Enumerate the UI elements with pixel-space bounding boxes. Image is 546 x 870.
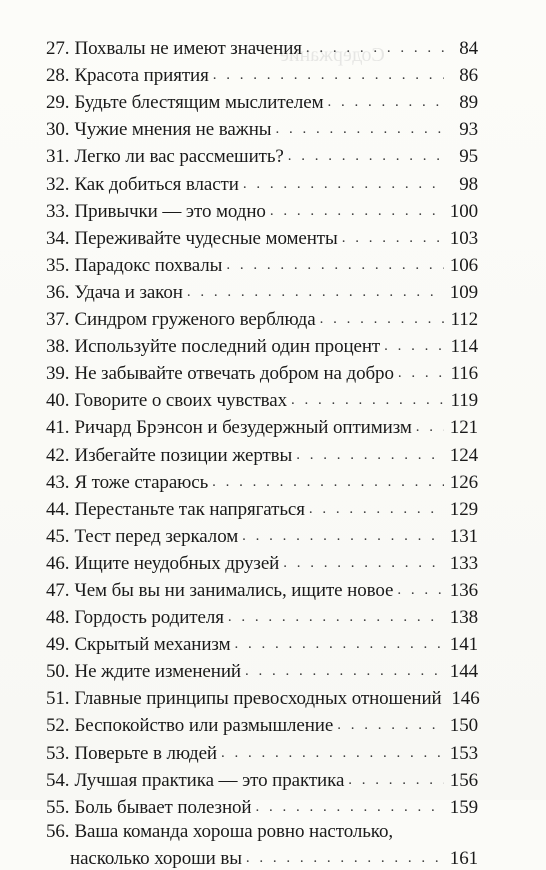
entry-page-number: 150	[449, 715, 478, 737]
dot-leader	[275, 118, 444, 141]
entry-page-number: 159	[449, 796, 478, 818]
table-of-contents	[46, 33, 478, 870]
toc-entry	[46, 792, 478, 819]
toc-entry	[46, 385, 478, 412]
toc-entry	[46, 737, 478, 764]
dot-leader	[291, 389, 444, 412]
entry-number: 37.	[46, 309, 70, 331]
dot-leader	[337, 714, 444, 737]
toc-entry	[46, 196, 478, 223]
toc-entry	[46, 602, 478, 629]
toc-entry	[46, 114, 478, 141]
toc-entry	[46, 250, 478, 277]
entry-number: 48.	[46, 607, 70, 629]
dot-leader	[270, 200, 444, 223]
entry-number: 49.	[46, 634, 70, 656]
entry-title: Будьте блестящим мыслителем	[74, 92, 324, 114]
entry-number: 43.	[46, 471, 70, 493]
toc-entry	[46, 439, 478, 466]
toc-entry	[46, 168, 478, 195]
dot-leader	[187, 281, 444, 304]
entry-number: 30.	[46, 119, 70, 141]
entry-title: Ричард Брэнсон и безудержный оптимизм	[74, 417, 412, 439]
entry-title: Боль бывает полезной	[74, 796, 252, 818]
toc-entry	[46, 575, 478, 602]
entry-number: 47.	[46, 579, 70, 601]
dot-leader	[384, 335, 444, 358]
entry-number: 35.	[46, 254, 70, 276]
entry-title: Легко ли вас рассмешить?	[74, 146, 284, 168]
toc-entries	[46, 33, 478, 819]
dot-leader	[213, 64, 444, 87]
toc-entry	[46, 358, 478, 385]
entry-page-number: 116	[450, 363, 478, 385]
entry-page-number: 98	[459, 173, 478, 195]
dot-leader	[416, 416, 444, 439]
dot-leader	[309, 498, 444, 521]
entry-title: Используйте последний один процент	[74, 336, 381, 358]
toc-entry	[46, 277, 478, 304]
dot-leader	[242, 525, 444, 548]
entry-page-number: 103	[449, 227, 478, 249]
dot-leader	[306, 37, 444, 60]
entry-page-number: 106	[449, 254, 478, 276]
dot-leader	[283, 552, 444, 575]
entry-page-number: 133	[449, 552, 478, 574]
entry-page-number: 146	[451, 688, 480, 710]
toc-entry-56-continuation	[46, 843, 478, 870]
entry-page-number: 95	[459, 146, 478, 168]
entry-number: 42.	[46, 444, 70, 466]
entry-title: Говорите о своих чувствах	[74, 390, 288, 412]
dot-leader	[320, 308, 444, 331]
entry-number: 39.	[46, 363, 70, 385]
entry-page-number: 141	[449, 634, 478, 656]
entry-number: 40.	[46, 390, 70, 412]
entry-title: Привычки — это модно	[74, 200, 266, 222]
entry-number: 55.	[46, 796, 70, 818]
toc-entry	[46, 710, 478, 737]
dot-leader	[348, 769, 444, 792]
entry-number: 29.	[46, 92, 70, 114]
entry-number: 52.	[46, 715, 70, 737]
entry-title: Переживайте чудесные моменты	[74, 227, 338, 249]
dot-leader	[296, 444, 444, 467]
entry-page-number: 112	[450, 309, 478, 331]
dot-leader	[245, 660, 444, 683]
dot-leader	[212, 471, 444, 494]
entry-title: Главные принципы превосходных отношений	[74, 688, 442, 710]
entry-number: 38.	[46, 336, 70, 358]
entry-title: Чужие мнения не важны	[74, 119, 272, 141]
entry-number: 36.	[46, 281, 70, 303]
entry-title: Парадокс похвалы	[74, 254, 223, 276]
entry-number: 54.	[46, 769, 70, 791]
entry-number: 50.	[46, 661, 70, 683]
toc-entry	[46, 467, 478, 494]
toc-entry	[46, 629, 478, 656]
toc-entry	[46, 683, 478, 710]
entry-number: 41.	[46, 417, 70, 439]
toc-entry	[46, 765, 478, 792]
entry-page-number: 126	[449, 471, 478, 493]
dot-leader	[342, 227, 444, 250]
toc-entry-56	[46, 819, 478, 843]
entry-page-number: 156	[449, 769, 478, 791]
dot-leader	[243, 173, 444, 196]
entry-number: 53.	[46, 742, 70, 764]
entry-number: 27.	[46, 38, 70, 60]
dot-leader	[246, 847, 444, 870]
entry-page-number: 161	[449, 847, 478, 869]
entry-page-number: 144	[449, 661, 478, 683]
toc-entry	[46, 223, 478, 250]
entry-number: 44.	[46, 498, 70, 520]
entry-page-number: 131	[449, 525, 478, 547]
entry-page-number: 114	[450, 336, 478, 358]
entry-title: Я тоже стараюсь	[74, 471, 209, 493]
entry-page-number: 93	[459, 119, 478, 141]
entry-page-number: 100	[449, 200, 478, 222]
entry-title: Удача и закон	[74, 281, 183, 303]
dot-leader	[235, 633, 445, 656]
entry-title: Похвалы не имеют значения	[74, 38, 302, 60]
dot-leader	[256, 796, 445, 819]
entry-title: Не забывайте отвечать добром на добро	[74, 363, 394, 385]
entry-number: 28.	[46, 65, 70, 87]
entry-page-number: 138	[449, 607, 478, 629]
toc-entry	[46, 331, 478, 358]
entry-title: Поверьте в людей	[74, 742, 217, 764]
entry-number: 31.	[46, 146, 70, 168]
entry-number: 46.	[46, 552, 70, 574]
entry-title: Избегайте позиции жертвы	[74, 444, 293, 466]
dot-leader	[221, 742, 444, 765]
show-through-ghost-text: Содержание	[280, 44, 385, 66]
toc-entry	[46, 33, 478, 60]
entry-page-number: 86	[459, 65, 478, 87]
toc-entry	[46, 521, 478, 548]
dot-leader	[288, 145, 444, 168]
entry-title: Скрытый механизм	[74, 634, 231, 656]
dot-leader	[328, 91, 444, 114]
entry-page-number: 119	[450, 390, 478, 412]
entry-page-number: 84	[459, 38, 478, 60]
dot-leader	[398, 362, 444, 385]
entry-title: Чем бы вы ни занимались, ищите новое	[74, 579, 394, 601]
toc-entry	[46, 87, 478, 114]
entry-number: 51.	[46, 688, 70, 710]
toc-entry	[46, 494, 478, 521]
entry-title: Как добиться власти	[74, 173, 239, 195]
entry-page-number: 129	[449, 498, 478, 520]
dot-leader	[228, 606, 444, 629]
entry-page-number: 136	[449, 579, 478, 601]
entry-number: 34.	[46, 227, 70, 249]
dot-leader	[226, 254, 444, 277]
entry-number: 56.	[46, 820, 70, 842]
entry-page-number: 89	[459, 92, 478, 114]
entry-number: 45.	[46, 525, 70, 547]
entry-title-line-2: насколько хороши вы	[70, 847, 242, 869]
entry-title: Синдром груженого верблюда	[74, 309, 316, 331]
entry-page-number: 153	[449, 742, 478, 764]
entry-title: Беспокойство или размышление	[74, 715, 334, 737]
toc-entry	[46, 656, 478, 683]
entry-title: Гордость родителя	[74, 607, 224, 629]
entry-title: Тест перед зеркалом	[74, 525, 239, 547]
toc-entry	[46, 412, 478, 439]
entry-title-line-1: Ваша команда хороша ровно настолько,	[74, 820, 393, 842]
entry-page-number: 121	[449, 417, 478, 439]
toc-entry	[46, 60, 478, 87]
entry-number: 33.	[46, 200, 70, 222]
entry-title: Лучшая практика — это практика	[74, 769, 345, 791]
toc-entry	[46, 548, 478, 575]
entry-page-number: 109	[449, 281, 478, 303]
dot-leader	[397, 579, 444, 602]
entry-number: 32.	[46, 173, 70, 195]
entry-title: Ищите неудобных друзей	[74, 552, 280, 574]
entry-title: Не ждите изменений	[74, 661, 241, 683]
entry-page-number: 124	[449, 444, 478, 466]
entry-title: Перестаньте так напрягаться	[74, 498, 305, 520]
toc-entry	[46, 304, 478, 331]
toc-entry	[46, 141, 478, 168]
entry-title: Красота приятия	[74, 65, 209, 87]
